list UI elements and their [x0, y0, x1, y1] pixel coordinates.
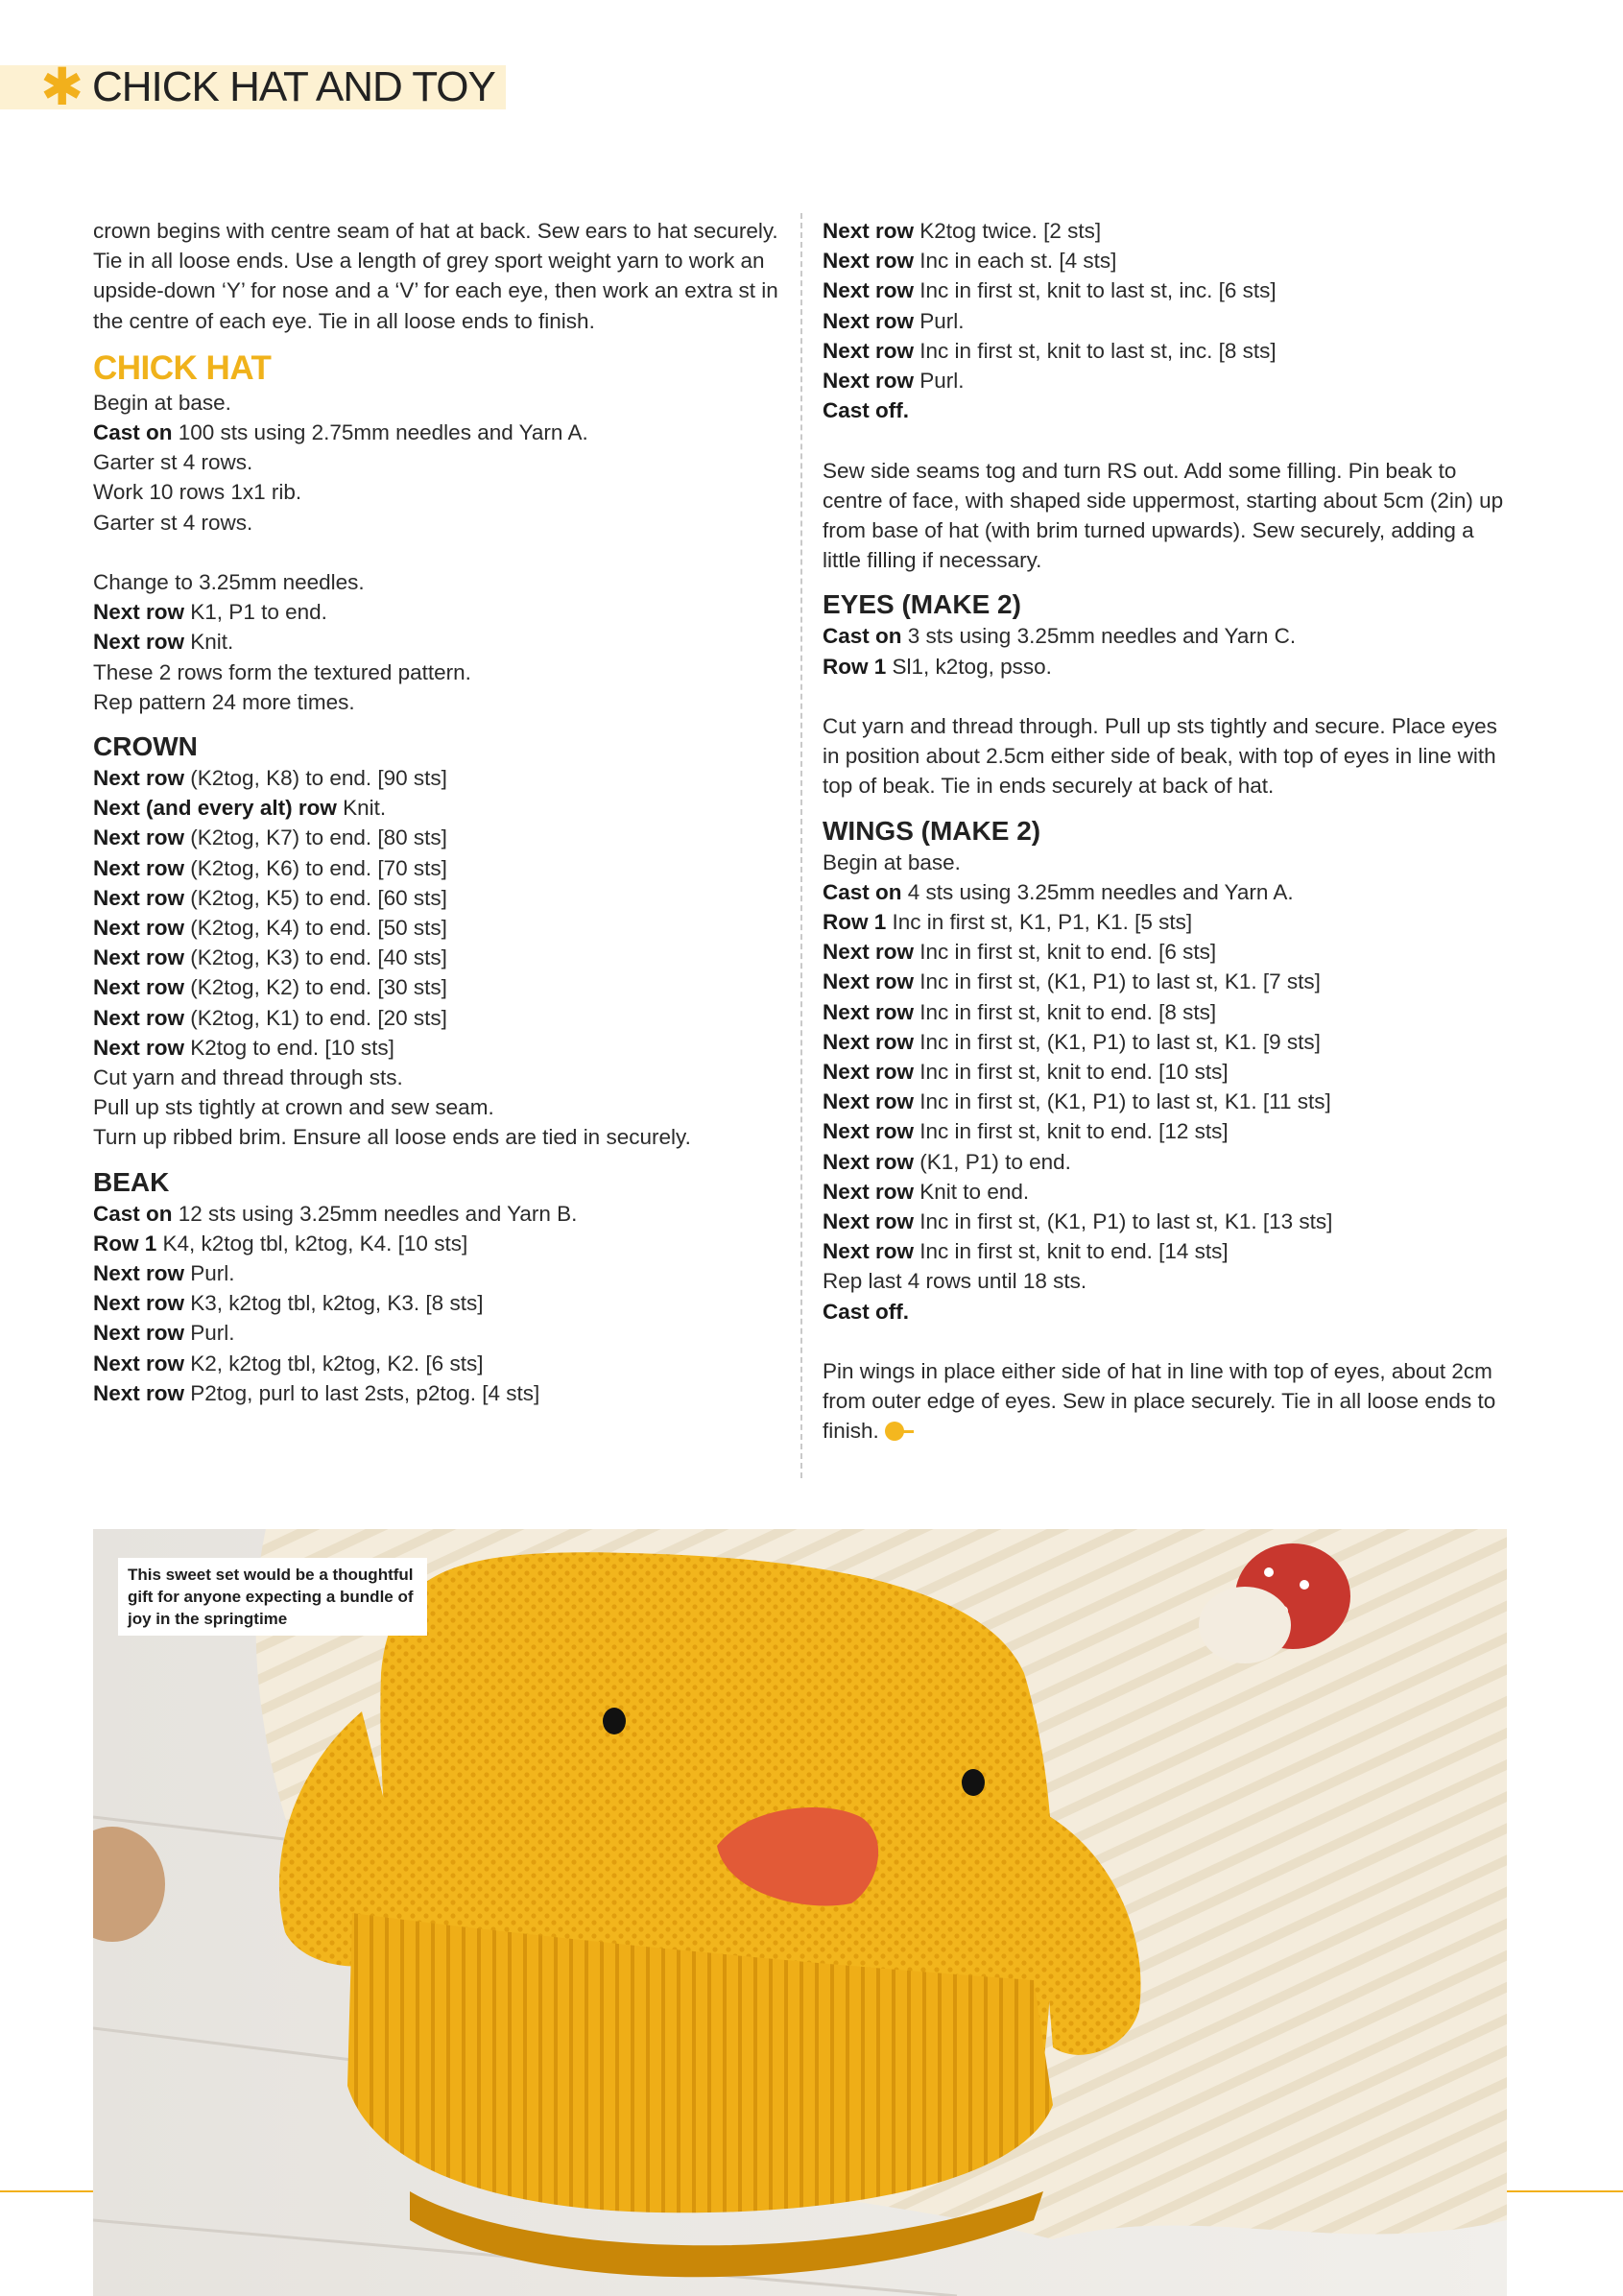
bold-term: Next row: [823, 1209, 915, 1234]
instruction-text: Inc in first st, knit to end. [6 sts]: [914, 940, 1217, 965]
instruction-row: [823, 1057, 1514, 1087]
instruction-text: Inc in first st, (K1, P1) to last st, K1. [11 sts]: [914, 1089, 1331, 1114]
left-column: [93, 216, 779, 1408]
chick-hat-line: [93, 597, 779, 627]
bold-term: Cast on: [93, 1201, 173, 1226]
instruction-text: (K2tog, K1) to end. [20 sts]: [184, 1005, 447, 1030]
instruction-row: [93, 972, 779, 1002]
instruction-row: [93, 1349, 779, 1378]
instruction-row: [823, 1147, 1514, 1177]
chick-hat-line: Change to 3.25mm needles.: [93, 570, 365, 595]
instruction-text: (K1, P1) to end.: [914, 1149, 1071, 1174]
instruction-text: Sl1, k2tog, psso.: [886, 654, 1052, 679]
instruction-row: [823, 336, 1514, 366]
instruction-text: Inc in first st, knit to last st, inc. [6 sts]: [914, 278, 1277, 303]
footer-rule: [0, 2190, 93, 2192]
instruction-text: Inc in first st, knit to end. [14 sts]: [914, 1239, 1229, 1264]
instruction-text: K2tog twice. [2 sts]: [914, 219, 1102, 243]
column-divider: [800, 213, 802, 1478]
bold-term: Next row: [93, 916, 185, 941]
instruction-text: Inc in first st, knit to end. [10 sts]: [914, 1060, 1229, 1085]
asterisk-flower-icon: ✱: [40, 57, 84, 117]
instruction-text: (K2tog, K5) to end. [60 sts]: [184, 885, 447, 910]
crown-line: Turn up ribbed brim. Ensure all loose ends are tied in securely.: [93, 1125, 691, 1150]
chick-hat-line: Begin at base.: [93, 390, 231, 415]
instruction-row: [93, 1318, 779, 1348]
bold-term: Next row: [93, 825, 185, 850]
instruction-text: (K2tog, K8) to end. [90 sts]: [184, 766, 447, 791]
instruction-text: P2tog, purl to last 2sts, p2tog. [4 sts]: [184, 1380, 540, 1405]
bold-term: Row 1: [823, 910, 887, 935]
bold-term: Next row: [93, 1261, 185, 1286]
instruction-row: [823, 652, 1514, 682]
bold-term: Cast on: [93, 420, 173, 445]
photo-illustration: [93, 1529, 1507, 2296]
instruction-row: [93, 1288, 779, 1318]
spacer: [823, 425, 1514, 455]
bold-term: Next row: [823, 1119, 915, 1144]
instruction-row: [823, 306, 1514, 336]
instruction-text: Purl.: [184, 1321, 235, 1346]
instruction-text: K2, k2tog tbl, k2tog, K2. [6 sts]: [184, 1351, 484, 1375]
bold-term: Next row: [93, 600, 185, 625]
right-eye: [962, 1769, 985, 1796]
wings-line: Cast off.: [823, 1299, 909, 1324]
chick-hat-line: Garter st 4 rows.: [93, 450, 253, 475]
instruction-text: Inc in first st, (K1, P1) to last st, K1. [9 sts]: [914, 1029, 1321, 1054]
wings-paragraph-text: Pin wings in place either side of hat in line with top of eyes, about 2cm from outer edge of eyes. Sew in place securely. Tie in all loose ends to finish.: [823, 1359, 1496, 1444]
bold-term: Next row: [823, 1239, 915, 1264]
instruction-text: Purl.: [914, 308, 965, 333]
bold-term: Next row: [823, 1060, 915, 1085]
instruction-text: Inc in first st, knit to last st, inc. [8 sts]: [914, 338, 1277, 363]
chick-hat-line: Rep pattern 24 more times.: [93, 689, 355, 714]
eyes-rows: [823, 621, 1514, 681]
instruction-text: 4 sts using 3.25mm needles and Yarn A.: [901, 879, 1294, 904]
yarn-tail-icon: [900, 1430, 914, 1433]
bold-term: Next row: [93, 945, 185, 970]
instruction-row: [93, 1378, 779, 1408]
instruction-text: 3 sts using 3.25mm needles and Yarn C.: [901, 624, 1297, 649]
spacer: [823, 682, 1514, 711]
bold-term: Next row: [823, 338, 915, 363]
bold-term: Next row: [823, 1089, 915, 1114]
bold-term: Next row: [823, 369, 915, 394]
bold-term: Next row: [93, 1005, 185, 1030]
instruction-row: [93, 883, 779, 913]
bold-term: Next (and every alt) row: [93, 796, 337, 821]
bold-term: Row 1: [823, 654, 887, 679]
bold-term: Cast on: [823, 879, 902, 904]
eyes-paragraph: Cut yarn and thread through. Pull up sts tightly and secure. Place eyes in position about 2.5cm either side of beak, with top of eyes in line with top of beak. Tie in ends securely at back of hat.: [823, 714, 1497, 799]
instruction-text: Inc in first st, K1, P1, K1. [5 sts]: [886, 910, 1193, 935]
instruction-text: (K2tog, K3) to end. [40 sts]: [184, 945, 447, 970]
page-title: CHICK HAT AND TOY: [92, 63, 495, 110]
crown-line: Pull up sts tightly at crown and sew seam.: [93, 1095, 494, 1120]
instruction-row: [823, 997, 1514, 1027]
instruction-row: [93, 943, 779, 972]
instruction-row: [823, 275, 1514, 305]
beak-rows: [93, 1199, 779, 1408]
instruction-text: K4, k2tog tbl, k2tog, K4. [10 sts]: [156, 1231, 468, 1256]
left-eye: [603, 1708, 626, 1734]
instruction-text: Knit.: [184, 630, 234, 655]
bold-term: Next row: [823, 969, 915, 994]
instruction-row: [823, 1207, 1514, 1236]
chick-hat-line: Work 10 rows 1x1 rib.: [93, 480, 302, 505]
instruction-row: [823, 366, 1514, 395]
bold-term: Row 1: [93, 1231, 157, 1256]
instruction-row: [93, 763, 779, 793]
instruction-text: (K2tog, K6) to end. [70 sts]: [184, 855, 447, 880]
instruction-row: [93, 1033, 779, 1063]
wings-rows: [823, 877, 1514, 1267]
instruction-row: [823, 1236, 1514, 1266]
instruction-row: [823, 1116, 1514, 1146]
chick-hat-heading: CHICK HAT: [93, 348, 272, 387]
crown-rows: [93, 763, 779, 1063]
instruction-row: [823, 967, 1514, 996]
instruction-row: [823, 1177, 1514, 1207]
chick-hat-line: [93, 418, 779, 447]
instruction-text: Purl.: [914, 369, 965, 394]
bold-term: Next row: [93, 1291, 185, 1316]
instruction-row: [93, 853, 779, 883]
instruction-row: [823, 216, 1514, 246]
instruction-text: Inc in each st. [4 sts]: [914, 249, 1117, 274]
eyes-heading: EYES (MAKE 2): [823, 589, 1021, 620]
instruction-text: Purl.: [184, 1261, 235, 1286]
instruction-text: K2tog to end. [10 sts]: [184, 1035, 394, 1060]
beak-paragraph: Sew side seams tog and turn RS out. Add some filling. Pin beak to centre of face, with shaped side uppermost, starting about 5cm (2in) up from base of hat (with brim turned upwards). Sew securely, adding a little filling if necessary.: [823, 458, 1504, 573]
toy-base: [1199, 1587, 1291, 1663]
instruction-row: [93, 1258, 779, 1288]
bold-term: Next row: [93, 975, 185, 1000]
crown-heading: CROWN: [93, 731, 198, 762]
instruction-row: [93, 1003, 779, 1033]
instruction-row: [823, 937, 1514, 967]
bold-term: Next row: [93, 1035, 185, 1060]
instruction-row: [93, 793, 779, 823]
chick-hat-line: [93, 627, 779, 657]
bold-term: Next row: [823, 1179, 915, 1204]
instruction-row: [823, 877, 1514, 907]
right-column: [823, 216, 1514, 1447]
bold-term: Next row: [93, 1351, 185, 1375]
bold-term: Next row: [823, 278, 915, 303]
instruction-text: Knit.: [336, 796, 387, 821]
bold-term: Next row: [93, 1321, 185, 1346]
instruction-row: [823, 395, 1514, 425]
bold-term: Next row: [823, 940, 915, 965]
instruction-text: K3, k2tog tbl, k2tog, K3. [8 sts]: [184, 1291, 484, 1316]
footer-rule: [1507, 2190, 1623, 2192]
wings-paragraph: [823, 1356, 1514, 1447]
instruction-row: [93, 1199, 779, 1229]
crown-line: Cut yarn and thread through sts.: [93, 1065, 403, 1090]
instruction-row: [93, 1229, 779, 1258]
spacer: [93, 538, 779, 567]
bold-term: Next row: [823, 249, 915, 274]
photo-caption: This sweet set would be a thoughtful gift for anyone expecting a bundle of joy in the springtime: [118, 1558, 427, 1636]
instruction-text: 12 sts using 3.25mm needles and Yarn B.: [172, 1201, 578, 1226]
instruction-text: (K2tog, K2) to end. [30 sts]: [184, 975, 447, 1000]
knitted-chick-hat-photo: [93, 1529, 1507, 2296]
wings-line: Begin at base.: [823, 849, 961, 874]
instruction-text: (K2tog, K7) to end. [80 sts]: [184, 825, 447, 850]
bold-term: Next row: [823, 1149, 915, 1174]
spacer: [823, 1327, 1514, 1356]
instruction-text: 100 sts using 2.75mm needles and Yarn A.: [172, 420, 588, 445]
toy-spot: [1264, 1567, 1274, 1577]
bold-term: Next row: [93, 766, 185, 791]
chick-hat-line: These 2 rows form the textured pattern.: [93, 659, 471, 684]
instruction-text: (K2tog, K4) to end. [50 sts]: [184, 916, 447, 941]
instruction-text: Inc in first st, (K1, P1) to last st, K1. [7 sts]: [914, 969, 1321, 994]
instruction-row: [823, 907, 1514, 937]
instruction-row: [823, 1087, 1514, 1116]
instruction-row: [823, 1027, 1514, 1057]
instruction-row: [823, 621, 1514, 651]
bold-term: Next row: [93, 630, 185, 655]
instruction-text: K1, P1 to end.: [184, 600, 327, 625]
bold-term: Cast off.: [823, 398, 909, 423]
intro-paragraph: crown begins with centre seam of hat at back. Sew ears to hat securely. Tie in all loose ends. Use a length of grey sport weight yarn to work an upside-down ‘Y’ for nose and a ‘V’ for each eye, then work an extra st in the centre of each eye. Tie in all loose ends to finish.: [93, 219, 778, 333]
bold-term: Next row: [823, 308, 915, 333]
beak-heading: BEAK: [93, 1166, 170, 1197]
bold-term: Next row: [93, 1380, 185, 1405]
beak-cont-rows: [823, 216, 1514, 425]
instruction-row: [93, 823, 779, 852]
wings-line: Rep last 4 rows until 18 sts.: [823, 1269, 1087, 1294]
instruction-row: [823, 246, 1514, 275]
instruction-text: Inc in first st, knit to end. [8 sts]: [914, 999, 1217, 1024]
instruction-text: Inc in first st, (K1, P1) to last st, K1. [13 sts]: [914, 1209, 1333, 1234]
bold-term: Next row: [823, 999, 915, 1024]
chick-hat-line: Garter st 4 rows.: [93, 510, 253, 535]
bold-term: Next row: [93, 885, 185, 910]
instruction-row: [93, 913, 779, 943]
bold-term: Next row: [823, 1029, 915, 1054]
instruction-text: Knit to end.: [914, 1179, 1030, 1204]
wings-heading: WINGS (MAKE 2): [823, 815, 1041, 846]
bold-term: Next row: [823, 219, 915, 243]
instruction-text: Inc in first st, knit to end. [12 sts]: [914, 1119, 1229, 1144]
bold-term: Cast on: [823, 624, 902, 649]
toy-spot: [1300, 1580, 1309, 1590]
bold-term: Next row: [93, 855, 185, 880]
